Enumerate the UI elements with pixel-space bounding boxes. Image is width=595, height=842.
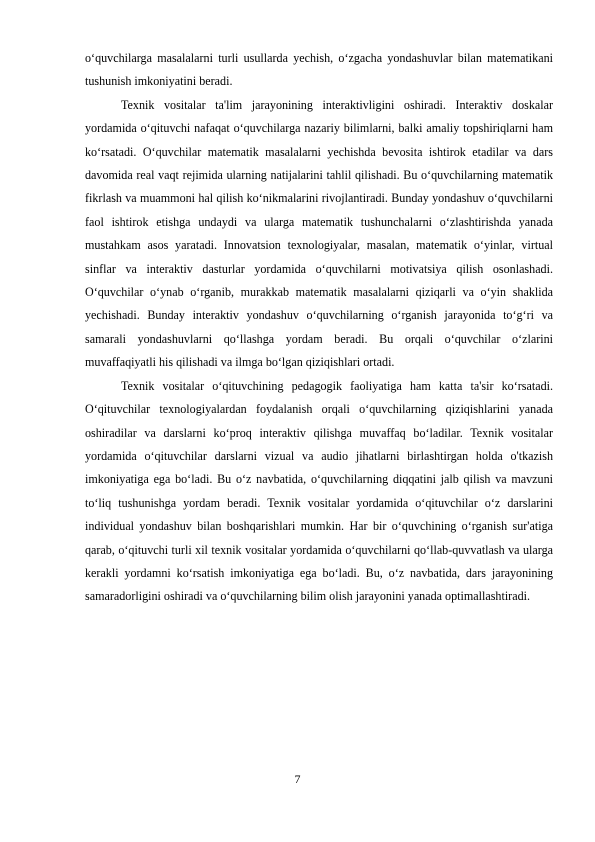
paragraph-teacher-pedagogy: Texnik vositalar o‘qituvchining pedagogik faoliyatiga ham katta ta'sir ko‘rsatadi. O‘qituvchilar texnologiyalardan foydalanish orqali o‘quvchilarning qiziqishlarini yanada oshiradilar va darslarni ko‘proq interaktiv qilishga muvaffaq bo‘ladilar. Texnik vositalar yordamida o‘qituvchilar darslarni vizual va audio jihatlarni birlashtirgan holda o'tkazish imkoniyatiga ega bo‘ladi. Bu o‘z navbatida, o‘quvchilarning diqqatini jalb qilish va mavzuni to‘liq tushunishga yordam beradi. Texnik vositalar yordamida o‘qituvchilar o‘z darslarini individual yondashuv bilan boshqarishlari mumkin. Har bir o‘quvchining o‘rganish sur'atiga qarab, o‘qituvchi turli xil texnik vositalar yordamida o‘quvchilarni qo‘llab-quvvatlash va ularga kerakli yordamni ko‘rsatish imkoniyatiga ega bo‘ladi. Bu, o‘z navbatida, dars jarayonining samaradorligini oshiradi va o‘quvchilarning bilim olish jarayonini yanada optimallashtiradi. [85, 378, 553, 604]
document-body [85, 47, 553, 609]
paragraph-continuation: o‘quvchilarga masalalarni turli usullarda yechish, o‘zgacha yondashuvlar bilan matematikani tushunish imkoniyatini beradi. [85, 51, 553, 89]
paragraph-technical-tools-interactivity: Texnik vositalar ta'lim jarayonining interaktivligini oshiradi. Interaktiv doskalar yordamida o‘qituvchi nafaqat o‘quvchilarga nazariy bilimlarni, balki amaliy topshiriqlarni ham ko‘rsatadi. O‘quvchilar matematik masalalarni yechishda bevosita ishtirok etadilar va dars davomida real vaqt rejimida ularning natijalarini tahlil qilishadi. Bu o‘quvchilarning matematik fikrlash va muammoni hal qilish ko‘nikmalarini rivojlantiradi. Bunday yondashuv o‘quvchilarni faol ishtirok etishga undaydi va ularga matematik tushunchalarni o‘zlashtirishda yanada mustahkam asos yaratadi. Innovatsion texnologiyalar, masalan, matematik o‘yinlar, virtual sinflar va interaktiv dasturlar yordamida o‘quvchilarni motivatsiya qilish osonlashadi. O‘quvchilar o‘ynab o‘rganib, murakkab matematik masalalarni qiziqarli va o‘yin shaklida yechishadi. Bunday interaktiv yondashuv o‘quvchilarning o‘rganish jarayonida to‘g‘ri va samarali yondashuvlarni qo‘llashga yordam beradi. Bu orqali o‘quvchilar o‘zlarini muvaffaqiyatli his qilishadi va ilmga bo‘lgan qiziqishlari ortadi. [85, 97, 553, 370]
page-number: 7 [294, 772, 301, 786]
